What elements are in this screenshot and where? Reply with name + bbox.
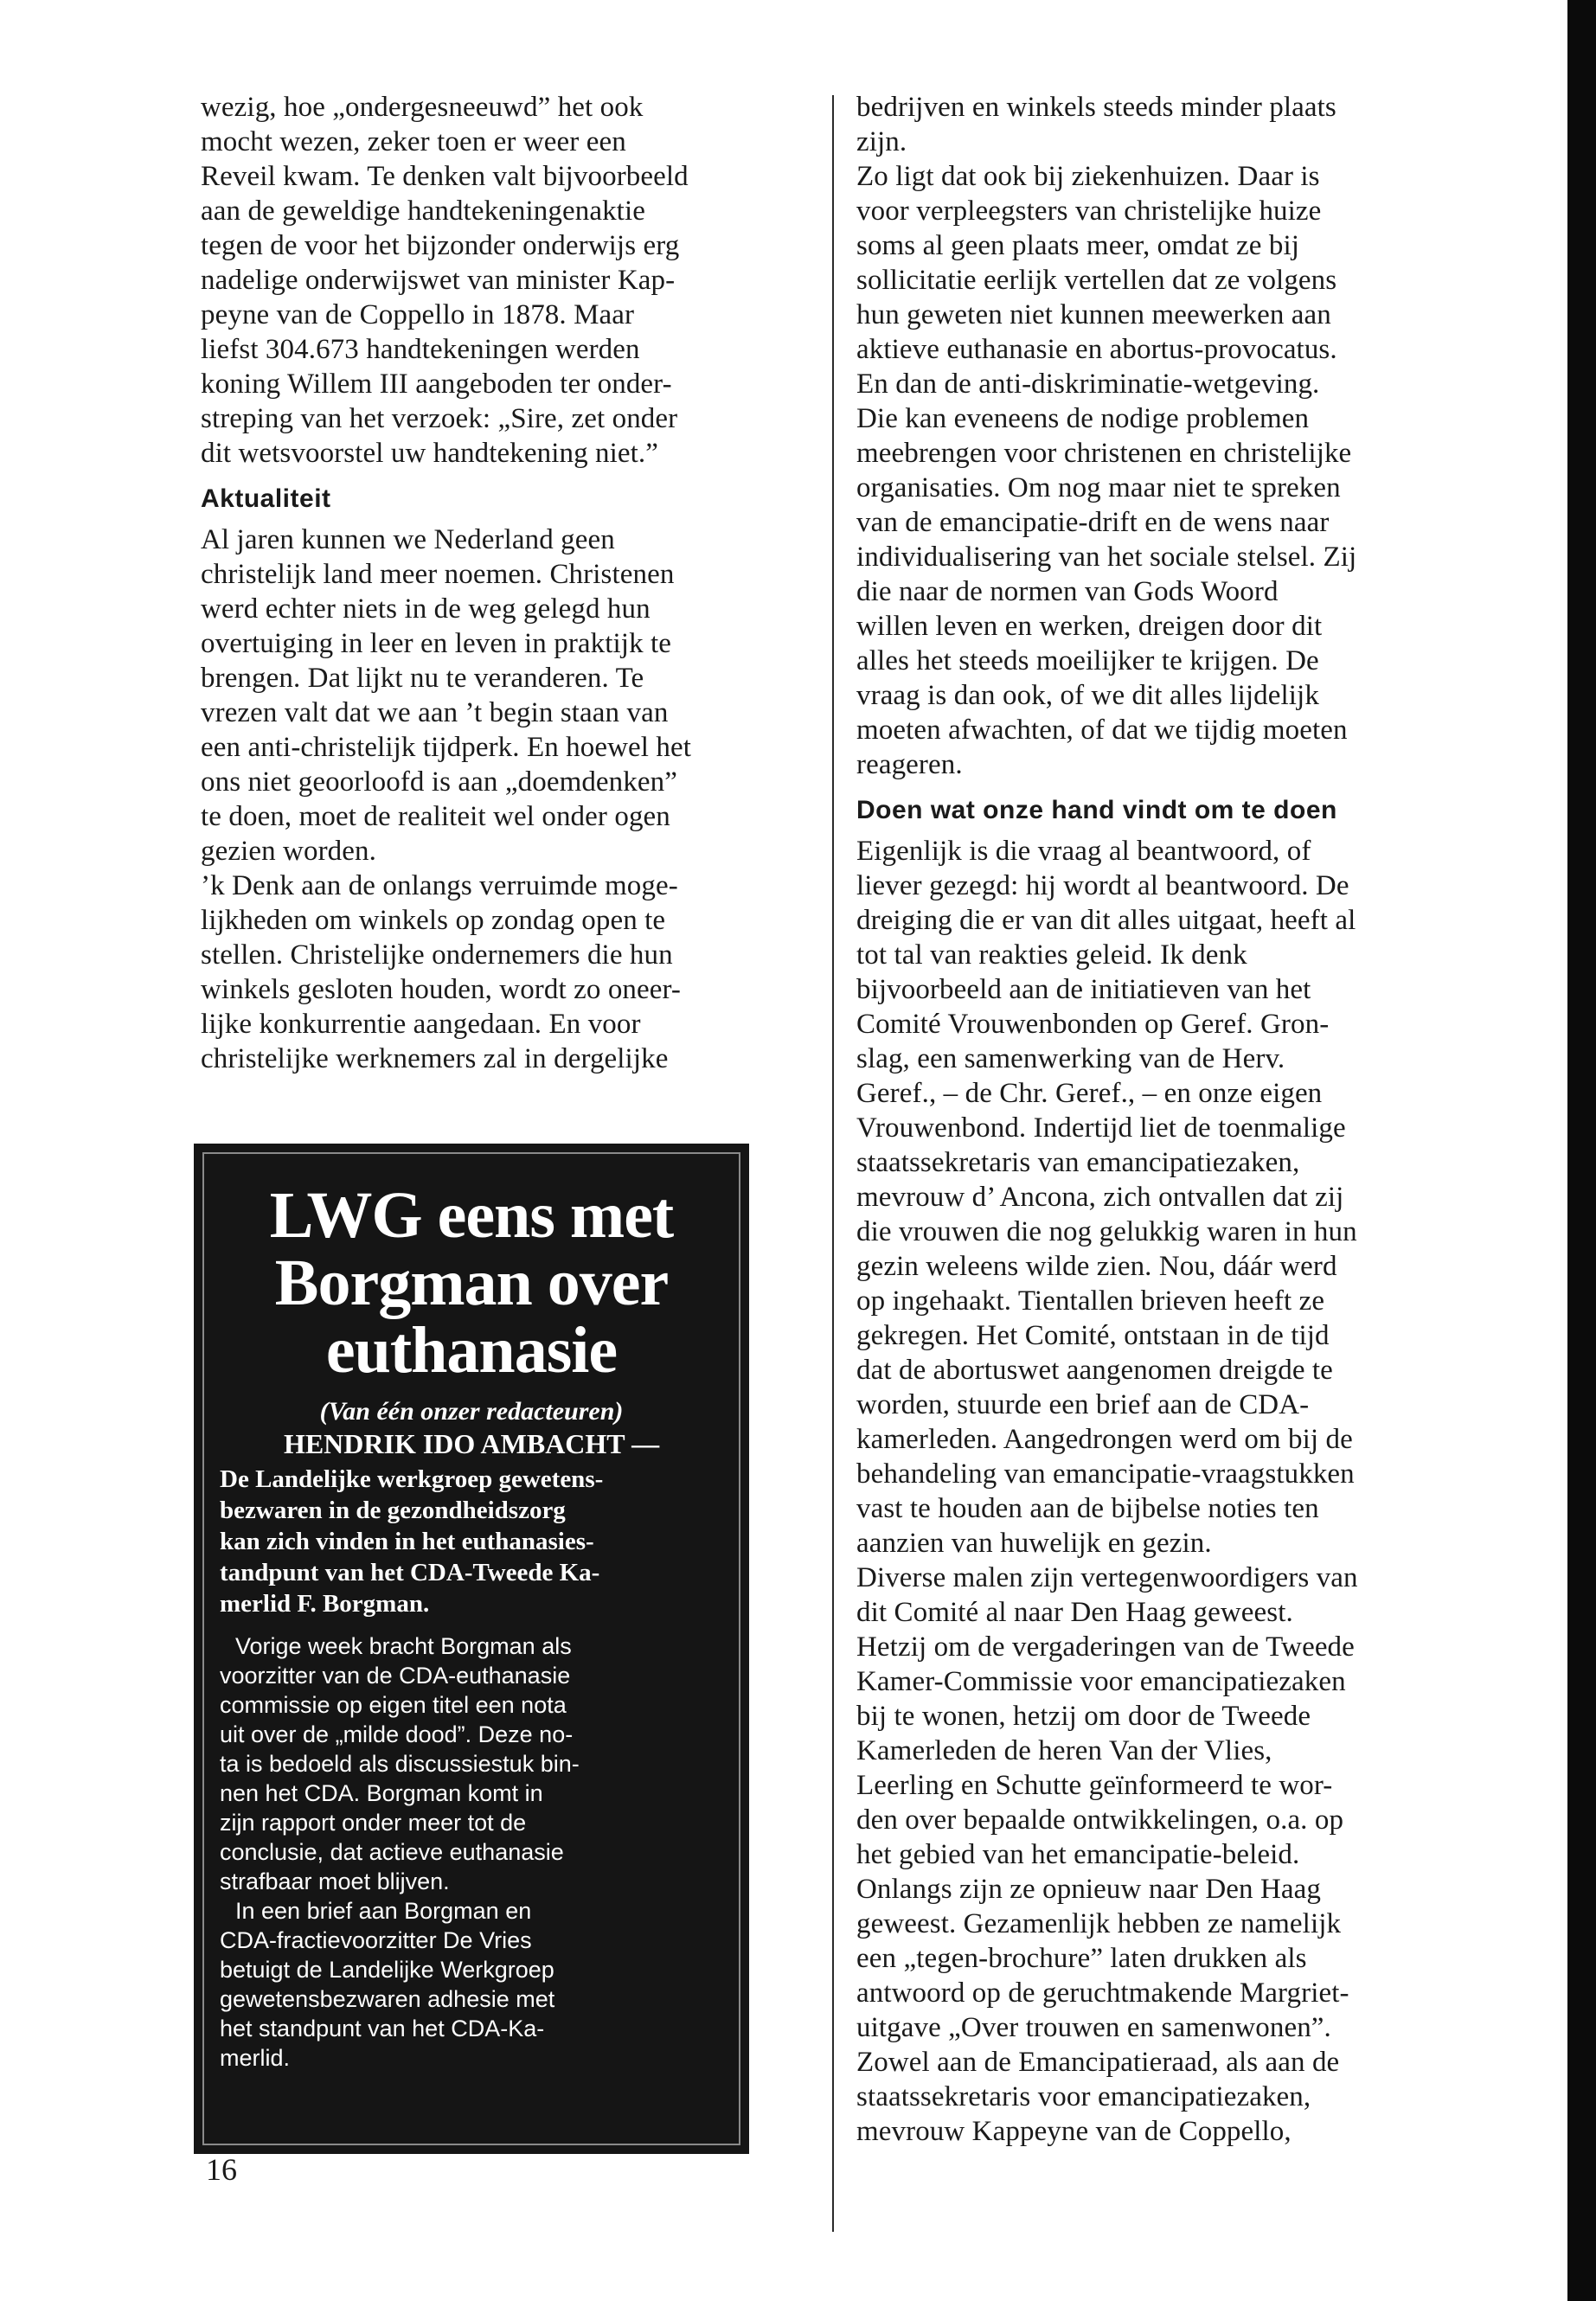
text-line: Eigenlijk is die vraag al beantwoord, of: [856, 836, 1311, 867]
text-line: streping van het verzoek: „Sire, zet onder: [201, 403, 678, 434]
text-line: te doen, moet de realiteit wel onder ogen: [201, 801, 670, 832]
text-line: ta is bedoeld als discussiestuk bin-: [220, 1751, 580, 1777]
text-line: staatssekretaris van emancipatiezaken,: [856, 1147, 1300, 1178]
text-line: voorzitter van de CDA-euthanasie: [220, 1663, 571, 1689]
text-line: ons niet geoorloofd is aan „doemdenken”: [201, 766, 677, 798]
text-line: die vrouwen die nog gelukkig waren in hun: [856, 1216, 1357, 1247]
text-line: Leerling en Schutte geïnformeerd te wor-: [856, 1770, 1333, 1801]
text-line: staatssekretaris voor emancipatiezaken,: [856, 2081, 1311, 2112]
text-line: die naar de normen van Gods Woord: [856, 576, 1279, 607]
text-line: aanzien van huwelijk en gezin.: [856, 1528, 1212, 1559]
text-line: Zo ligt dat ook bij ziekenhuizen. Daar is: [856, 161, 1320, 192]
text-line: christelijke werknemers zal in dergelijke: [201, 1043, 669, 1074]
text-line: merlid.: [220, 2045, 291, 2071]
text-line: mevrouw d’ Ancona, zich ontvallen dat zij: [856, 1182, 1344, 1213]
text-line: gekregen. Het Comité, ontstaan in de tijd: [856, 1320, 1330, 1351]
text-line: behandeling van emancipatie-vraagstukken: [856, 1458, 1355, 1490]
text-line: kan zich vinden in het euthanasies-: [220, 1528, 594, 1555]
left-paragraph-1: [201, 90, 806, 471]
clipping-credit: (Van één onzer redacteuren): [319, 1397, 624, 1426]
text-line: In een brief aan Borgman en: [235, 1898, 532, 1924]
text-line: hun geweten niet kunnen meewerken aan: [856, 299, 1331, 330]
right-paragraph-1: [856, 90, 1479, 782]
page-number: 16: [206, 2152, 237, 2187]
text-line: bezwaren in de gezondheidszorg: [220, 1497, 566, 1524]
text-line: Vorige week bracht Borgman als: [235, 1633, 572, 1659]
text-line: aan de geweldige handtekeningenaktie: [201, 195, 645, 227]
text-line: betuigt de Landelijke Werkgroep: [220, 1957, 554, 1983]
text-line: voor verpleegsters van christelijke huize: [856, 195, 1322, 227]
section-heading-aktualiteit: Aktualiteit: [201, 484, 331, 513]
text-line: worden, stuurde een brief aan de CDA-: [856, 1389, 1310, 1420]
text-line: Reveil kwam. Te denken valt bijvoorbeeld: [201, 161, 689, 192]
text-line: slag, een samenwerking van de Herv.: [856, 1043, 1285, 1074]
text-line: liever gezegd: hij wordt al beantwoord. De: [856, 870, 1349, 901]
text-line: overtuiging in leer en leven in praktijk te: [201, 628, 672, 659]
text-line: winkels gesloten houden, wordt zo oneer-: [201, 974, 682, 1005]
text-line: vraag is dan ook, of we dit alles lijdelijk: [856, 680, 1319, 711]
text-line: ’k Denk aan de onlangs verruimde moge-: [201, 870, 678, 901]
text-line: op ingehaakt. Tientallen brieven heeft ze: [856, 1285, 1325, 1317]
text-line: gezin weleens wilde zien. Nou, dáár werd: [856, 1251, 1337, 1282]
headline-line: LWG eens met: [269, 1179, 674, 1252]
text-line: vrezen valt dat we aan ’t begin staan van: [201, 697, 669, 728]
text-line: Vrouwenbond. Indertijd liet de toenmalige: [856, 1112, 1346, 1144]
text-line: Onlangs zijn ze opnieuw naar Den Haag: [856, 1874, 1322, 1905]
text-line: nen het CDA. Borgman komt in: [220, 1780, 543, 1806]
text-line: meebrengen voor christenen en christelijke: [856, 438, 1352, 469]
text-line: het gebied van het emancipatie-beleid.: [856, 1839, 1300, 1870]
clipping-paragraph-1: [220, 1631, 723, 1896]
text-line: uit over de „milde dood”. Deze no-: [220, 1721, 574, 1747]
clipping-byline: HENDRIK IDO AMBACHT —: [283, 1428, 660, 1459]
text-line: bij te wonen, hetzij om door de Tweede: [856, 1701, 1311, 1732]
text-line: koning Willem III aangeboden ter onder-: [201, 369, 672, 400]
text-line: organisaties. Om nog maar niet te spreken: [856, 472, 1341, 503]
text-line: bedrijven en winkels steeds minder plaats: [856, 92, 1336, 123]
text-line: alles het steeds moeilijker te krijgen. De: [856, 645, 1319, 676]
text-line: nadelige onderwijswet van minister Kap-: [201, 265, 676, 296]
text-line: willen leven en werken, dreigen door dit: [856, 611, 1323, 642]
text-line: Comité Vrouwenbonden op Geref. Gron-: [856, 1009, 1330, 1040]
text-line: Die kan eveneens de nodige problemen: [856, 403, 1310, 434]
text-line: reageren.: [856, 749, 963, 780]
text-line: een anti-christelijk tijdperk. En hoewel het: [201, 732, 692, 763]
text-line: En dan de anti-diskriminatie-wetgeving.: [856, 369, 1320, 400]
clipping-body: [220, 1631, 723, 2073]
text-line: antwoord op de geruchtmakende Margriet-: [856, 1977, 1349, 2009]
text-line: zijn rapport onder meer tot de: [220, 1810, 527, 1836]
text-line: gezien worden.: [201, 836, 376, 867]
text-line: wezig, hoe „ondergesneeuwd” het ook: [201, 92, 644, 123]
text-line: commissie op eigen titel een nota: [220, 1692, 567, 1718]
text-line: geweest. Gezamenlijk hebben ze namelijk: [856, 1908, 1342, 1939]
text-line: dreiging die er van dit alles uitgaat, heeft al: [856, 905, 1356, 936]
right-column: [856, 90, 1479, 2149]
section-heading-doen: Doen wat onze hand vindt om te doen: [856, 796, 1337, 824]
text-line: kamerleden. Aangedrongen werd om bij de: [856, 1424, 1353, 1455]
clipping-headline: [220, 1179, 723, 1387]
text-line: CDA-fractievoorzitter De Vries: [220, 1927, 532, 1953]
text-line: lijkheden om winkels op zondag open te: [201, 905, 666, 936]
text-line: lijke konkurrentie aangedaan. En voor: [201, 1009, 641, 1040]
text-line: dat de abortuswet aangenomen dreigde te: [856, 1355, 1333, 1386]
text-line: dit Comité al naar Den Haag geweest.: [856, 1597, 1293, 1628]
text-line: sollicitatie eerlijk vertellen dat ze volgens: [856, 265, 1337, 296]
text-line: mocht wezen, zeker toen er weer een: [201, 126, 626, 157]
text-line: liefst 304.673 handtekeningen werden: [201, 334, 640, 365]
newspaper-clipping: [194, 1144, 749, 2154]
text-line: den over bepaalde ontwikkelingen, o.a. op: [856, 1804, 1344, 1836]
text-line: soms al geen plaats meer, omdat ze bij: [856, 230, 1299, 261]
text-line: mevrouw Kappeyne van de Coppello,: [856, 2116, 1292, 2147]
column-divider: [832, 95, 834, 2232]
text-line: peyne van de Coppello in 1878. Maar: [201, 299, 635, 330]
text-line: een „tegen-brochure” laten drukken als: [856, 1943, 1307, 1974]
text-line: dit wetsvoorstel uw handtekening niet.”: [201, 438, 659, 469]
left-column: [201, 90, 806, 1076]
text-line: strafbaar moet blijven.: [220, 1868, 450, 1894]
text-line: het standpunt van het CDA-Ka-: [220, 2016, 545, 2041]
clipping-lead: [220, 1464, 723, 1619]
text-line: Hetzij om de vergaderingen van de Tweede: [856, 1631, 1355, 1663]
text-line: brengen. Dat lijkt nu te veranderen. Te: [201, 663, 644, 694]
text-line: De Landelijke werkgroep gewetens-: [220, 1465, 604, 1493]
right-paragraph-2: [856, 834, 1479, 2149]
text-line: Al jaren kunnen we Nederland geen: [201, 524, 615, 555]
text-line: Geref., – de Chr. Geref., – en onze eigen: [856, 1078, 1323, 1109]
text-line: Kamerleden de heren Van der Vlies,: [856, 1735, 1272, 1766]
text-line: tegen de voor het bijzonder onderwijs erg: [201, 230, 680, 261]
text-line: gewetensbezwaren adhesie met: [220, 1986, 555, 2012]
text-line: christelijk land meer noemen. Christenen: [201, 559, 675, 590]
text-line: bijvoorbeeld aan de initiatieven van het: [856, 974, 1311, 1005]
text-line: Diverse malen zijn vertegenwoordigers van: [856, 1562, 1358, 1593]
text-line: aktieve euthanasie en abortus-provocatus.: [856, 334, 1337, 365]
headline-line: euthanasie: [325, 1314, 618, 1387]
text-line: conclusie, dat actieve euthanasie: [220, 1839, 564, 1865]
text-line: moeten afwachten, of dat we tijdig moeten: [856, 715, 1348, 746]
text-line: van de emancipatie-drift en de wens naar: [856, 507, 1330, 538]
text-line: tot tal van reakties geleid. Ik denk: [856, 939, 1247, 971]
text-line: individualisering van het sociale stelsel. Zij: [856, 542, 1357, 573]
scan-edge-bar: [1567, 0, 1596, 2301]
text-line: werd echter niets in de weg gelegd hun: [201, 593, 651, 625]
text-line: vast te houden aan de bijbelse noties ten: [856, 1493, 1319, 1524]
text-line: uitgave „Over trouwen en samenwonen”.: [856, 2012, 1331, 2043]
clipping-paragraph-2: [220, 1896, 723, 2073]
left-paragraph-2: [201, 522, 806, 1076]
text-line: tandpunt van het CDA-Tweede Ka-: [220, 1559, 600, 1586]
text-line: Kamer-Commissie voor emancipatiezaken: [856, 1666, 1346, 1697]
text-line: Zowel aan de Emancipatieraad, als aan de: [856, 2047, 1340, 2078]
headline-line: Borgman over: [274, 1247, 669, 1319]
text-line: stellen. Christelijke ondernemers die hun: [201, 939, 673, 971]
text-line: zijn.: [856, 126, 907, 157]
text-line: merlid F. Borgman.: [220, 1590, 430, 1618]
